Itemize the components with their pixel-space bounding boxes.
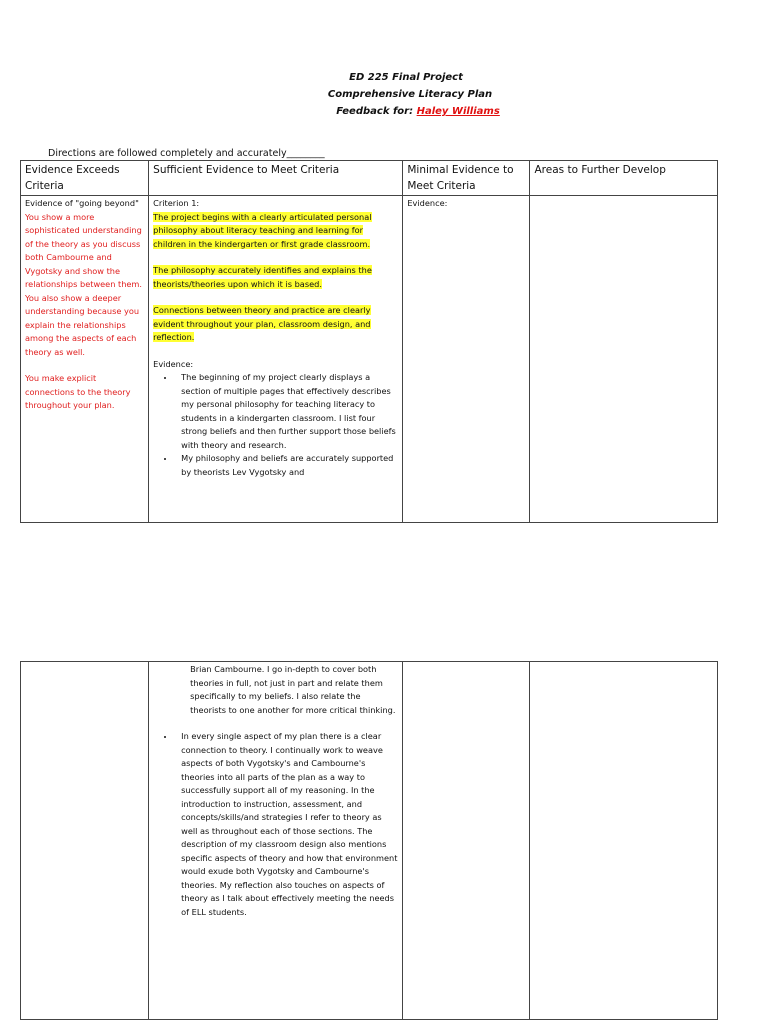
- header-exceeds: Evidence Exceeds Criteria: [21, 161, 149, 196]
- exceeds-feedback-2: You make explicit connections to the theory throughout your plan.: [25, 373, 131, 410]
- develop-cell: [530, 196, 718, 523]
- minimal-evidence-label: Evidence:: [407, 198, 448, 208]
- header-sufficient: Sufficient Evidence to Meet Criteria: [149, 161, 403, 196]
- exceeds-feedback-1: You show a more sophisticated understanding of the theory as you discuss both Cambourne and Vygotsky and show the relationships between them. You also show a deeper understanding because you explain the relationships among the aspects of each theory as well.: [25, 211, 143, 357]
- rubric-row-continued: [21, 662, 718, 1020]
- exceeds-cell-continued: [21, 662, 149, 1020]
- criterion-highlight-1: The project begins with a clearly articulated personal philosophy about literacy teaching and learning for children in the kindergarten or first grade classroom.: [153, 211, 372, 249]
- exceeds-intro: Evidence of "going beyond": [25, 198, 139, 208]
- evidence-bullet-1: • The beginning of my project clearly displays a section of multiple pages that effectively describes my personal philosophy for teaching literacy to students in a kindergarten classroom. I list four strong beliefs and then further support those beliefs with theory and research.: [175, 371, 398, 452]
- sufficient-cell-continued: [149, 662, 403, 1020]
- evidence-bullet-2: • My philosophy and beliefs are accurately supported by theorists Lev Vygotsky and: [175, 452, 398, 479]
- evidence-bullet-2-continued: Brian Cambourne. I go in-depth to cover both theories in full, not just in part and relate them specifically to my beliefs. I also relate the theorists to one another for more critical thinking.: [190, 664, 396, 715]
- criterion-highlight-3: Connections between theory and practice are clearly evident throughout your plan, classroom design, and reflection.: [153, 305, 371, 342]
- criterion-label: Criterion 1:: [153, 198, 200, 208]
- develop-cell-continued: [530, 662, 718, 1020]
- feedback-line: [34, 103, 768, 120]
- document-header: [0, 69, 768, 120]
- header-develop: Areas to Further Develop: [530, 161, 718, 196]
- rubric-row-criterion-1: [21, 196, 718, 523]
- exceeds-cell: [21, 196, 149, 523]
- rubric-table: [20, 160, 718, 523]
- evidence-bullet-3: • In every single aspect of my plan there is a clear connection to theory. I continually work to weave aspects of both Vygotsky's and Cambourne's theories into all parts of the plan as a way to successfully support all of my reasoning. In the introduction to instruction, assessment, and concepts/skills/and strategies I refer to theory as well as throughout each of those sections. The description of my classroom design also mentions specific aspects of theory and how that environment would exude both Vygotsky and Cambourne's theories. My reflection also touches on aspects of theory as I talk about effectively meeting the needs of ELL students.: [175, 730, 398, 919]
- minimal-cell-continued: [403, 662, 530, 1020]
- student-name: Haley Williams: [416, 106, 500, 117]
- rubric-table-continued: [20, 661, 718, 1020]
- course-title: ED 225 Final Project: [349, 72, 463, 83]
- rubric-header-row: [21, 161, 718, 196]
- evidence-label: Evidence:: [153, 358, 194, 369]
- sufficient-cell: [149, 196, 403, 523]
- evidence-list: [153, 371, 398, 479]
- directions-line: Directions are followed completely and accurately________: [48, 148, 325, 159]
- evidence-list-continued: [153, 730, 398, 919]
- project-title: Comprehensive Literacy Plan: [327, 89, 493, 100]
- minimal-cell: [403, 196, 530, 523]
- feedback-label: Feedback for:: [336, 106, 414, 117]
- header-minimal: Minimal Evidence to Meet Criteria: [403, 161, 530, 196]
- criterion-highlight-2: The philosophy accurately identifies and explains the theorists/theories upon which it is based.: [153, 265, 372, 289]
